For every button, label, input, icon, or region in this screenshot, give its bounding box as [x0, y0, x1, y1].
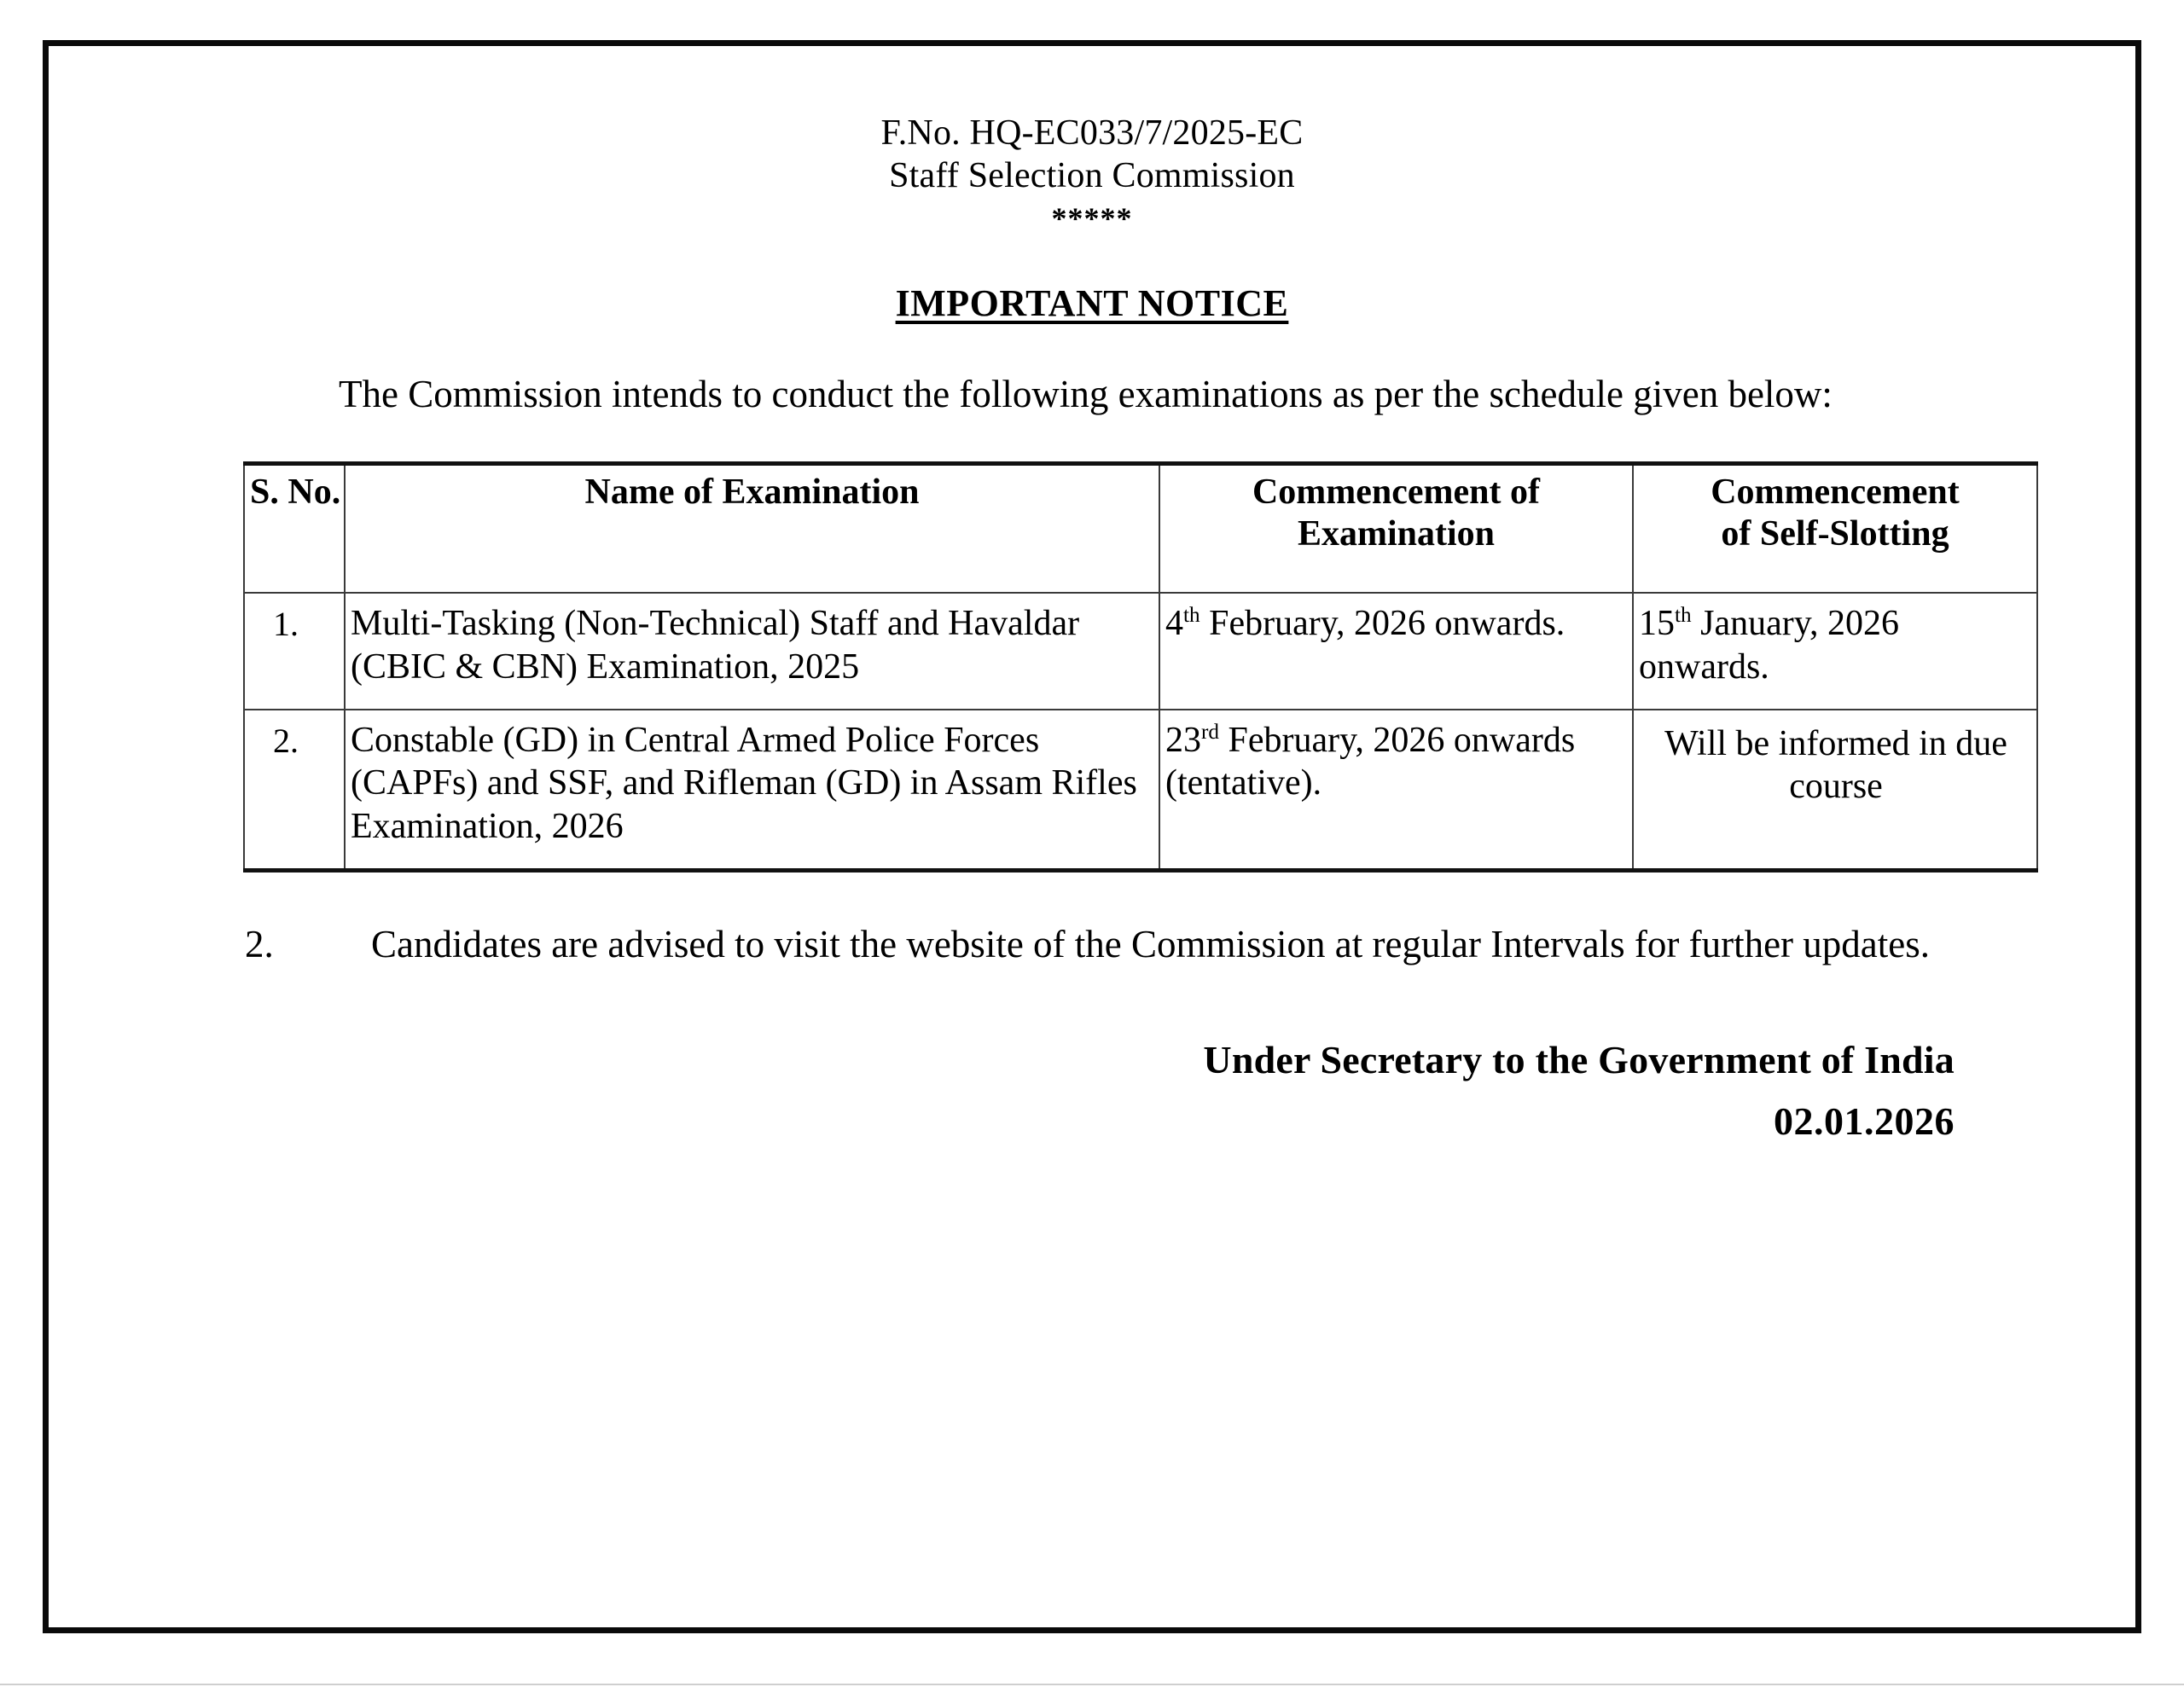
star-separator: *****: [1051, 201, 1133, 236]
column-header-sno: [244, 463, 345, 593]
exam-commencement-date: [1160, 710, 1632, 826]
document-header: [49, 46, 2135, 239]
cell-commencement-exam: [1159, 710, 1633, 871]
organization-name: Staff Selection Commission: [889, 155, 1295, 195]
column-header-commencement-slotting-line2: of Self-Slotting: [1721, 513, 1949, 554]
column-header-name-label: Name of Examination: [584, 472, 920, 512]
file-number: F.No. HQ-EC033/7/2025-EC: [880, 113, 1304, 153]
intro-paragraph: The Commission intends to conduct the following examinations as per the schedule given below:: [339, 372, 1833, 415]
signature-block: [49, 1035, 1955, 1147]
cell-sno: [244, 593, 345, 710]
row-serial-number: 1.: [273, 605, 299, 644]
table-header-row: [244, 463, 2037, 593]
exam-date-ordinal: rd: [1201, 721, 1219, 745]
page-title: IMPORTANT NOTICE: [895, 281, 1289, 324]
row-serial-number: 2.: [273, 722, 299, 761]
cell-commencement-slotting: [1633, 710, 2037, 871]
column-header-commencement-exam: [1159, 463, 1633, 593]
signature-date: 02.01.2026: [1774, 1099, 1955, 1144]
examination-schedule-table: [243, 461, 2038, 872]
exam-name: Constable (GD) in Central Armed Police Forces (CAPFs) and SSF, and Rifleman (GD) in Assam Rifles Examination, 2026: [351, 721, 1137, 846]
slot-date-day: 15: [1639, 604, 1675, 644]
table-row: [244, 593, 2037, 710]
bottom-hairline: [0, 1684, 2184, 1685]
table-row: [244, 710, 2037, 871]
slot-date-ordinal: th: [1675, 604, 1692, 628]
exam-date-ordinal: th: [1183, 604, 1200, 628]
closing-paragraph-number: 2.: [245, 923, 274, 966]
slotting-commencement-note: Will be informed in due course: [1664, 724, 2007, 807]
closing-paragraph-text: Candidates are advised to visit the website of the Commission at regular Intervals for further updates.: [371, 923, 1931, 966]
cell-commencement-slotting: [1633, 593, 2037, 710]
exam-name: Multi-Tasking (Non-Technical) Staff and Havaldar (CBIC & CBN) Examination, 2025: [351, 604, 1080, 687]
column-header-commencement-slotting: [1633, 463, 2037, 593]
column-header-commencement-exam-line2: Examination: [1297, 513, 1496, 554]
slotting-commencement-date: [1634, 594, 2036, 709]
exam-date-day: 4: [1165, 604, 1183, 644]
document-content: [49, 46, 2135, 1627]
column-header-sno-label: S. No.: [250, 472, 341, 512]
signatory-title: Under Secretary to the Government of India: [1203, 1037, 1955, 1081]
column-header-commencement-slotting-line1: Commencement: [1711, 472, 1960, 512]
exam-date-rest: February, 2026 onwards (tentative).: [1165, 721, 1576, 803]
exam-commencement-date: [1160, 594, 1632, 665]
exam-date-rest: February, 2026 onwards.: [1199, 604, 1565, 644]
cell-commencement-exam: [1159, 593, 1633, 710]
cell-sno: [244, 710, 345, 871]
document-page-frame: [43, 40, 2141, 1633]
exam-date-day: 23: [1165, 721, 1201, 761]
slot-date-rest: January, 2026 onwards.: [1639, 604, 1899, 687]
column-header-commencement-exam-line1: Commencement of: [1252, 472, 1541, 512]
cell-exam-name: [345, 593, 1159, 710]
cell-exam-name: [345, 710, 1159, 871]
closing-paragraph: [245, 919, 1968, 971]
column-header-name: [345, 463, 1159, 593]
